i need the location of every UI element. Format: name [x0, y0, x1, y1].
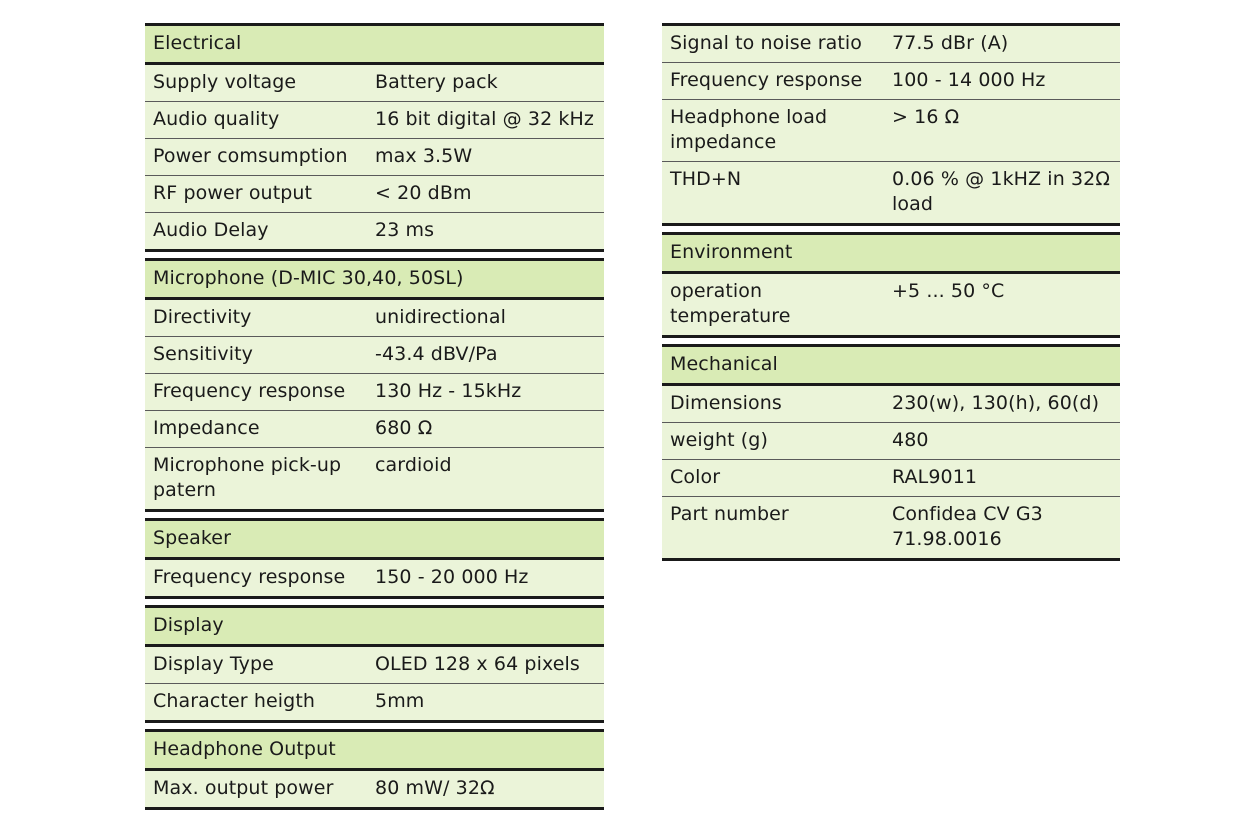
left-spec-column	[145, 23, 604, 810]
spec-value: 480	[892, 429, 929, 451]
spec-row	[145, 646, 604, 683]
spec-value: > 16 Ω	[892, 106, 960, 128]
spec-section-display	[145, 605, 604, 723]
section-title: Display	[153, 614, 224, 636]
spec-row	[145, 64, 604, 101]
spec-value: -43.4 dBV/Pa	[375, 343, 498, 365]
spec-label: RF power output	[153, 182, 313, 204]
spec-value: < 20 dBm	[375, 182, 472, 204]
spec-row	[662, 26, 1120, 62]
spec-value: 80 mW/ 32Ω	[375, 777, 495, 799]
spec-label: Impedance	[153, 417, 260, 439]
spec-row	[662, 99, 1120, 161]
spec-label: Frequency response	[153, 380, 346, 402]
spec-label: Sensitivity	[153, 343, 254, 365]
spec-label: Signal to noise ratio	[670, 32, 862, 54]
spec-row	[662, 422, 1120, 459]
spec-row	[145, 683, 604, 720]
section-title: Environment	[670, 241, 793, 263]
spec-value: 23 ms	[375, 219, 435, 241]
spec-value: 0.06 % @ 1kHZ in 32Ω load	[892, 168, 1110, 215]
spec-value: 16 bit digital @ 32 kHz	[375, 108, 594, 130]
section-header	[145, 732, 604, 770]
spec-section-mechanical	[662, 344, 1120, 561]
spec-row	[145, 447, 604, 509]
spec-row	[145, 373, 604, 410]
spec-value: 230(w), 130(h), 60(d)	[892, 392, 1100, 414]
section-header	[145, 521, 604, 559]
spec-row	[145, 410, 604, 447]
spec-section-environment	[662, 232, 1120, 338]
section-title: Headphone Output	[153, 738, 336, 760]
spec-section-speaker	[145, 518, 604, 599]
spec-row	[662, 459, 1120, 496]
section-title: Mechanical	[670, 353, 778, 375]
spec-value: 680 Ω	[375, 417, 433, 439]
spec-value: Battery pack	[375, 71, 498, 93]
spec-row	[145, 101, 604, 138]
spec-row	[662, 496, 1120, 558]
spec-value: max 3.5W	[375, 145, 473, 167]
spec-section-electrical	[145, 23, 604, 252]
section-title: Microphone (D-MIC 30,40, 50SL)	[153, 267, 464, 289]
spec-label: Audio Delay	[153, 219, 269, 241]
spec-label: Supply voltage	[153, 71, 297, 93]
section-title: Speaker	[153, 527, 231, 549]
spec-row	[145, 299, 604, 336]
spec-value: OLED 128 x 64 pixels	[375, 653, 580, 675]
spec-label: Color	[670, 466, 721, 488]
spec-label: Power comsumption	[153, 145, 348, 167]
spec-row	[662, 161, 1120, 223]
spec-value: Confidea CV G3 71.98.0016	[892, 503, 1043, 550]
spec-value: 150 - 20 000 Hz	[375, 566, 529, 588]
section-header	[145, 261, 604, 299]
spec-label: Part number	[670, 503, 789, 525]
spec-row	[662, 385, 1120, 422]
spec-label: weight (g)	[670, 429, 768, 451]
spec-value: RAL9011	[892, 466, 978, 488]
section-header	[662, 235, 1120, 273]
spec-value: +5 ... 50 °C	[892, 280, 1005, 302]
spec-label: Audio quality	[153, 108, 280, 130]
spec-row	[662, 62, 1120, 99]
spec-label: Directivity	[153, 306, 252, 328]
spec-label: Microphone pick-up patern	[153, 454, 342, 501]
spec-row	[145, 175, 604, 212]
spec-label: Max. output power	[153, 777, 334, 799]
spec-label: THD+N	[670, 168, 742, 190]
spec-label: Dimensions	[670, 392, 782, 414]
spec-row	[145, 212, 604, 249]
spec-label: Frequency response	[670, 69, 863, 91]
spec-value: 130 Hz - 15kHz	[375, 380, 522, 402]
section-title: Electrical	[153, 32, 242, 54]
right-spec-column	[662, 23, 1120, 561]
spec-row	[145, 336, 604, 373]
spec-row	[145, 559, 604, 596]
spec-section-headphone-output	[145, 729, 604, 810]
spec-row	[145, 770, 604, 807]
spec-label: Display Type	[153, 653, 274, 675]
spec-label: operation temperature	[670, 280, 791, 327]
spec-value: cardioid	[375, 454, 452, 476]
spec-value: 100 - 14 000 Hz	[892, 69, 1046, 91]
section-header	[662, 347, 1120, 385]
spec-value: 5mm	[375, 690, 425, 712]
spec-value: unidirectional	[375, 306, 506, 328]
spec-label: Headphone load impedance	[670, 106, 828, 153]
spec-label: Frequency response	[153, 566, 346, 588]
section-header	[145, 608, 604, 646]
spec-row	[662, 273, 1120, 335]
spec-section-continued	[662, 23, 1120, 226]
spec-row	[145, 138, 604, 175]
spec-section-microphone-d-mic-30-40-50sl	[145, 258, 604, 512]
spec-label: Character heigth	[153, 690, 316, 712]
spec-value: 77.5 dBr (A)	[892, 32, 1009, 54]
section-header	[145, 26, 604, 64]
